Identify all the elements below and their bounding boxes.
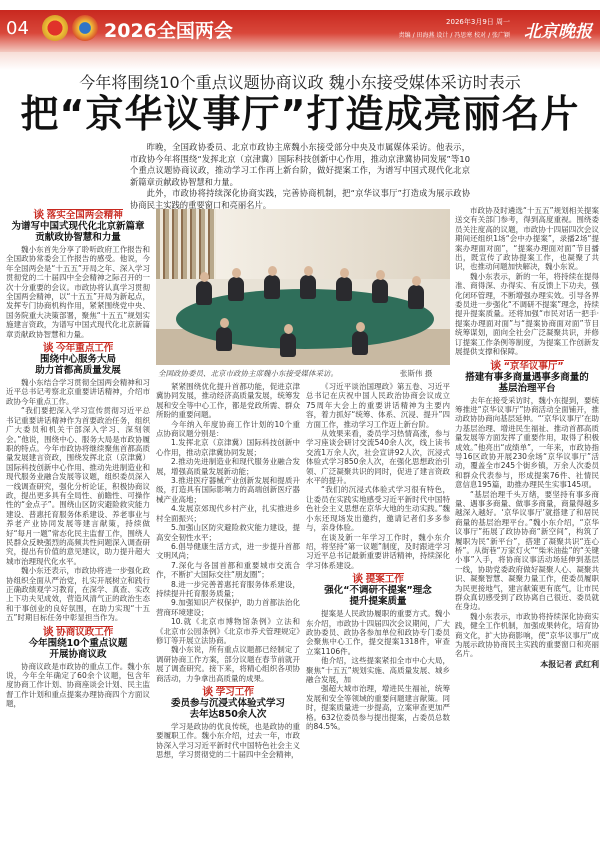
body-paragraph: 强超大城市治理，增进民生福祉，统筹发展和安全等领域的重要问题建言献策。同时，提案质量进一步提高，立案审查更加严格。632位委员参与提出提案，占委员总数的84.5%。 — [306, 684, 450, 731]
section-title: 助力首都高质量发展 — [35, 365, 121, 377]
page-number: 04 — [6, 18, 29, 39]
section-tag: 落实全国两会精神 — [46, 210, 123, 221]
column-1 — [6, 206, 150, 709]
body-paragraph: 魏小东还表示，市政协将进一步强化政协组织全面从严治党，扎实开展树立和践行正确政绩观学习教育，在深学、真查、实改上下功夫见成效，营造风清气正的政治生态和干事创业的良好氛围，在助力实现“十五五”时期目标任务中彰显担当作为。 — [6, 566, 150, 623]
body-paragraph: 8.进一步完善普惠托育服务体系建设，持续提升托育服务质量； — [156, 579, 300, 598]
body-paragraph: 《习近平谈治国理政》第五卷、习近平总书记在庆祝中国人民政治协商会议成立75周年大会上的重要讲话精神为主要内容，着力抓好“统筹、体系、沉浸、提升”四方面工作，推动学习工作迈上新台阶。 — [306, 382, 450, 429]
body-paragraph: 6.倡导健康生活方式，进一步提升首都文明风尚； — [156, 541, 300, 561]
lead-paragraph: 昨晚，全国政协委员、北京市政协主席魏小东接受部分中央及市属媒体采访。他表示，市政协今年将围绕“发挥北京（京津冀）国际科技创新中心作用，推动京津冀协同发展”等10个重点议题协商议政，推动学习工作再上新台阶，做好提案工作，为谱写中国式现代化北京新篇章贡献政协智慧和力量。 — [130, 142, 470, 187]
column-4 — [455, 206, 599, 669]
article-subtitle: 今年将围绕10个重点议题协商议政 魏小东接受媒体采访时表示 — [79, 73, 521, 92]
section-title: 贡献政协智慧和力量 — [35, 232, 121, 243]
body-paragraph: 他介绍，这些提案紧扣全市中心大局，聚焦“十五五”规划实施、高质量发展、城乡融合发展，加 — [306, 656, 450, 684]
section-heading — [455, 360, 599, 394]
body-paragraph: 5.加强山区防灾避险救灾能力建设，提高安全韧性水平； — [156, 523, 300, 542]
section-title: 委员参与沉浸式体验式学习 — [170, 698, 285, 709]
photo-credit: 张斯伟 摄 — [400, 369, 433, 378]
section-heading — [306, 573, 450, 607]
body-paragraph: 3.推进医疗器械产业创新发展和提质升级，打造具有国际影响力的高端创新医疗器械产业高地； — [156, 476, 300, 504]
section-title: 开展协商议政 — [49, 648, 107, 660]
section-title: 2026全国两会 — [104, 20, 233, 42]
body-paragraph: 提案是人民政协履职的重要方式。魏小东介绍，市政协十四届四次会议期间，广大政协委员、政协各参加单位和政协专门委员会聚焦中心工作，提交提案1318件，审查立案1106件。 — [306, 609, 450, 656]
section-heading — [6, 209, 150, 243]
body-paragraph: 魏小东说，所有重点议题都已经制定了调研协商工作方案，部分议题在春节前就开展了调查研究。接下来，将精心组织各项协商活动，力争拿出高质量的成果。 — [156, 645, 300, 683]
newspaper-logo: 北京晚报 — [524, 22, 592, 42]
section-title: 强化“不调研不提案”理念 — [324, 585, 432, 597]
heading-marker: 谈 — [202, 685, 214, 698]
article-lead — [130, 142, 470, 211]
section-tag: “京华议事厅” — [503, 360, 564, 372]
heading-marker: 谈 — [490, 358, 502, 372]
body-paragraph: 1.发挥北京（京津冀）国际科技创新中心作用，推动京津冀协同发展； — [156, 438, 300, 457]
section-heading — [156, 686, 300, 720]
body-paragraph: 学习是政协的优良传统，也是政协的重要履职工作。魏小东介绍，过去一年，市政协深入学习习近平新时代中国特色社会主义思想，学习贯彻党的二十届四中全会精神， — [156, 722, 300, 760]
body-paragraph: 4.发展京郊现代乡村产业，扎实推进乡村全面振兴； — [156, 504, 300, 523]
section-heading — [6, 626, 150, 660]
body-paragraph: 魏小东表示，市政协将持续深化协商实践，健全工作机制，加强成果转化，培育协商文化，扩大协商影响，使“京华议事厅”成为展示政协协商民主实践的重要窗口和亮丽名片。 — [455, 611, 599, 659]
heading-marker: 谈 — [352, 572, 364, 586]
section-title: 提升提案质量 — [349, 596, 407, 608]
section-title: 基层治理平台 — [498, 382, 556, 394]
body-paragraph: “基层治理千头万绪，要坚持有事多商量、遇事多商量、做事多商量，商量得越多越深入越好。‘京华议事厅’就搭建了和居民商量的基层治理平台。”魏小东介绍，“京华议事厅”拓展了政协协商“新空间”，构筑了履职为民“新平台”，搭建了凝聚共识“连心桥”。从街巷“万家灯火”“柴米油盐”的“关键小事”入手，将协商议事活动场延伸到基层一线，协助党委政府做好凝聚人心、凝聚共识、凝聚智慧、凝聚力量工作，使委员履职为民更接地气，建言献策更有底气，让市民群众真切感受到了政协离自己很近、委员就在身边。 — [455, 489, 599, 612]
section-tag: 学习工作 — [215, 687, 254, 698]
body-paragraph: 从效果来看，委员学习热情高涨，参与学习座谈会研讨交流540余人次，线上读书交流1万余人次，社会宣讲92人次，沉浸式体验式学习850余人次，在强化思想政治引领、广泛凝聚共识的同时，促进了建言资政水平的提升。 — [306, 429, 450, 486]
section-tag: 提案工作 — [365, 574, 404, 586]
lead-paragraph: 此外，市政协将持续深化协商实践，完善协商机制，把“京华议事厅”打造成为展示政协协商民主实践的重要窗口和亮丽名片。 — [130, 188, 470, 210]
section-tag: 协商议政工作 — [56, 626, 114, 638]
article-photo — [156, 209, 450, 365]
body-paragraph: 今年纳入年度协商工作计划的10个重点协商议题分别是： — [156, 419, 300, 439]
national-emblem-icon — [42, 15, 68, 41]
body-paragraph: “我们要把深入学习宣传贯彻习近平总书记重要讲话精神作为首要政治任务，组织广大委员和机关干部深入学习、深刻领会。”他说，围绕中心、服务大局是市政协履职的特点。今年市政协将继续聚焦首都高质量发展建言资政，围绕发挥北京（京津冀）国际科技创新中心作用、推动先进制造业和现代服务业融合发展等议题，组织委员深入一线调查研究，强化分析论证，积极协商议政，提出更多具有全局性、前瞻性、可操作性的“金点子”。围绕山区防灾避险救灾能力建设、普惠托育服务体系建设、养老事业与养老产业协同发展等建言献策，持续做好“每月一题”常态化民主监督工作，围绕人民群众反映强烈的高频共性问题深入调查研究，提出有价值的意见建议，助力提升超大城市治理现代化水平。 — [6, 406, 150, 566]
body-paragraph: 协商议政是市政协的重点工作。魏小东说，今年全年确定了60余个议题，包含年度协商工作计划、协商座谈会计划、民主监督工作计划和重点提案办理协商四个方面议题， — [6, 661, 150, 709]
issue-date: 2026年3月9日 周一 — [446, 18, 510, 26]
body-paragraph: 魏小东结合学习贯彻全国两会精神和习近平总书记考察北京重要讲话精神，介绍市政协今年重点工作。 — [6, 378, 150, 406]
heading-marker: 谈 — [33, 208, 45, 221]
section-heading — [6, 342, 150, 376]
column-3 — [306, 382, 450, 731]
body-paragraph: 魏小东表示，新的一年，将持续在提得准、商得深、办得实、有反馈上下功夫，强化闭环管理，不断增强办理实效。引导各界委员进一步强化“不调研不提案”理念，持续提升提案质量。还将加强“市民对话一把手·提案办理面对面”与“提案协商面对面”节目统筹谋划，面向全社会广泛凝聚共识，并修订提案工作条例等制度，为提案工作创新发展提供支撑和保障。 — [455, 271, 599, 357]
photo-caption: 全国政协委员、北京市政协主席魏小东接受媒体采访。 — [158, 369, 338, 378]
article-headline: 把“京华议事厅”打造成亮丽名片 — [20, 92, 580, 136]
editor-credits: 责编 / 田海燕 设计 / 冯思寒 校对 / 张广颖 — [398, 32, 510, 39]
body-paragraph: 9.加强知识产权保护，助力首都法治化营商环境建设； — [156, 598, 300, 617]
body-paragraph: 7.深化与各国首都和重要城市交流合作，不断扩大国际交往“朋友圈”； — [156, 560, 300, 580]
bookshelf — [156, 209, 216, 279]
section-title: 围绕中心服务大局 — [39, 354, 116, 366]
section-title: 今年围绕10个重点议题 — [28, 637, 128, 649]
cppcc-emblem-icon — [72, 15, 98, 41]
section-title: 搭建有事多商量遇事多商量的 — [465, 371, 589, 383]
body-paragraph: 紧紧围绕优化提升首都功能，促进京津冀协同发展，推动经济高质量发展，统筹发展和安全等中心工作，都是党政所需、群众所盼的重要问题。 — [156, 382, 300, 420]
body-paragraph: 市政协及时遴选“十五五”规划相关提案送交有关部门参考，得到高度重视。围绕委员关注度高的议题，市政协十四届四次会议期间还组织1场“会中办提案”，录播2场“提案办理面对面”，“提案办理面对面”节目播出，既宣传了政协提案工作，也凝聚了共识，也推动问题加快解决，魏小东说。 — [455, 206, 599, 272]
body-paragraph: “我们的沉浸式体验式学习很有特色，让委员在实践实地感受习近平新时代中国特色社会主义思想在京华大地的生动实践。”魏小东还现场发出邀约，邀请记者们多多参与，亲身体验。 — [306, 485, 450, 533]
author-byline: 本报记者 武红利 — [540, 659, 599, 669]
section-title: 去年达850余人次 — [189, 709, 267, 720]
section-title: 为谱写中国式现代化北京新篇章 — [11, 221, 145, 232]
column-2 — [156, 382, 300, 760]
heading-marker: 谈 — [42, 341, 54, 355]
body-paragraph: 去年在接受采访时，魏小东提到，要统筹推进“京华议事厅”协商活动全面铺开，推动政协协商向基层延伸。“‘京华议事厅’在助力基层治理、增进民生福祉、推动首都高质量发展等方面发挥了重要作用，取得了积极成效。”他亮出“成绩单”，一年来，市政协指导16区政协开展230余场“京华议事厅”活动，覆盖全市245个街乡镇，万余人次委员和群众代表参与，形成提案76件、社情民意信息195篇，助推办理民生实事145项。 — [455, 395, 599, 490]
body-paragraph: 10.就《北京市博物馆条例》立法和《北京市公园条例》《北京市养犬管理规定》修订等开展立法协商。 — [156, 617, 300, 645]
section-tag: 今年重点工作 — [56, 343, 114, 355]
body-paragraph: 在谈及新一年学习工作时，魏小东介绍，将坚持“第一议题”制度，及时跟进学习习近平总书记最新重要讲话精神，持续深化学习体系建设。 — [306, 532, 450, 570]
body-paragraph: 魏小东首先分享了聆听政府工作报告和全国政协常委会工作报告的感受。他说，今年全国两会是“十五五”开局之年、深入学习贯彻党的二十届四中全会精神之际召开的一次十分重要的会议。市政协将认真学习贯彻全国两会精神，以“十五五”开局为新起点，发挥专门协商机构作用，紧紧围绕党中央、国务院重大决策部署，聚焦“十五五”规划实施建言资政，为谱写中国式现代化北京新篇章贡献政协智慧和力量。 — [6, 245, 150, 339]
heading-marker: 谈 — [42, 624, 54, 638]
body-paragraph: 2.推动先进制造业和现代服务业融合发展，增强高质量发展新动能； — [156, 457, 300, 476]
